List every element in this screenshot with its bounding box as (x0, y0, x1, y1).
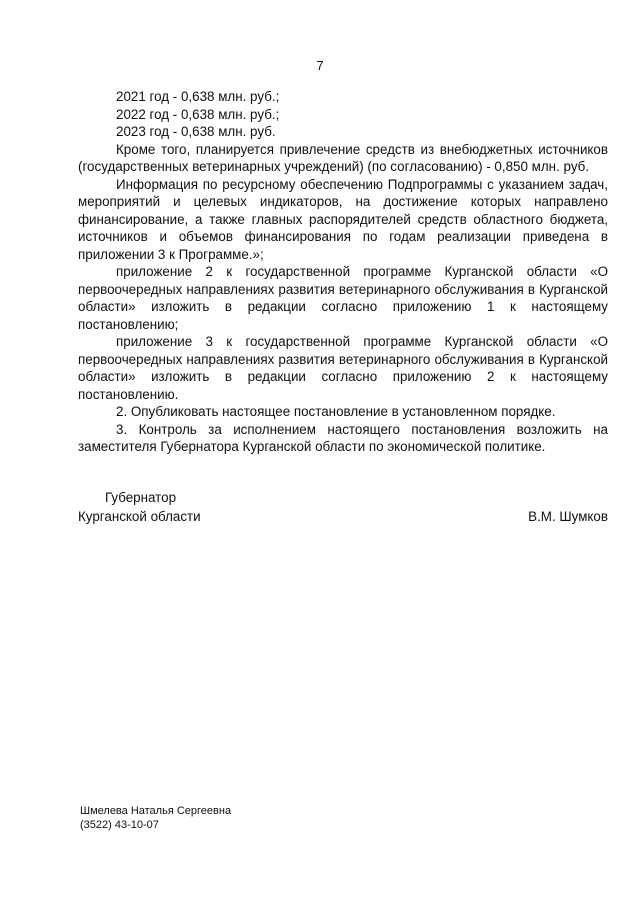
paragraph-extrabudgetary: Кроме того, планируется привлечение средств из внебюджетных источников (государственных ветеринарных учреждений) (по согласованию) - 0,850 млн. руб. (78, 141, 608, 174)
contact-name: Шмелева Наталья Сергеевна (80, 805, 232, 817)
paragraph-control: 3. Контроль за исполнением настоящего постановления возложить на заместителя Губернатора Курганской области по экономической политике. (78, 421, 608, 454)
signature-title (78, 488, 201, 526)
page-number: 7 (316, 58, 324, 73)
paragraph-publish: 2. Опубликовать настоящее постановление в установленном порядке. (116, 404, 556, 419)
paragraph-budget-2023: 2023 год - 0,638 млн. руб. (116, 124, 276, 139)
signature-title-line1: Губернатор (105, 490, 177, 505)
paragraph-budget-2021: 2021 год - 0,638 млн. руб.; (116, 89, 280, 104)
document-body (78, 88, 608, 456)
contact-phone: (3522) 43-10-07 (80, 819, 159, 831)
paragraph-appendix-2: приложение 2 к государственной программе Курганской области «О первоочередных направлениях развития ветеринарного обслуживания в Курганской области» изложить в редакции согласно приложению 1 к настоящему постановлению; (78, 264, 608, 332)
paragraph-appendix-3: приложение 3 к государственной программе Курганской области «О первоочередных направлениях развития ветеринарного обслуживания в Курганской области» изложить в редакции согласно приложению 2 к настоящему постановлению. (78, 334, 608, 402)
paragraph-resource-info: Информация по ресурсному обеспечению Подпрограммы с указанием задач, мероприятий и целевых индикаторов, на достижение которых направлено финансирование, а также главных распорядителей средств областного бюджета, источников и объемов финансирования по годам реализации приведена в приложении 3 к Программе.»; (78, 176, 608, 262)
paragraph-budget-2022: 2022 год - 0,638 млн. руб.; (116, 106, 280, 122)
contact-block (80, 804, 231, 832)
signature-title-line2: Курганской области (78, 509, 201, 524)
signature-name: В.М. Шумков (528, 509, 608, 524)
